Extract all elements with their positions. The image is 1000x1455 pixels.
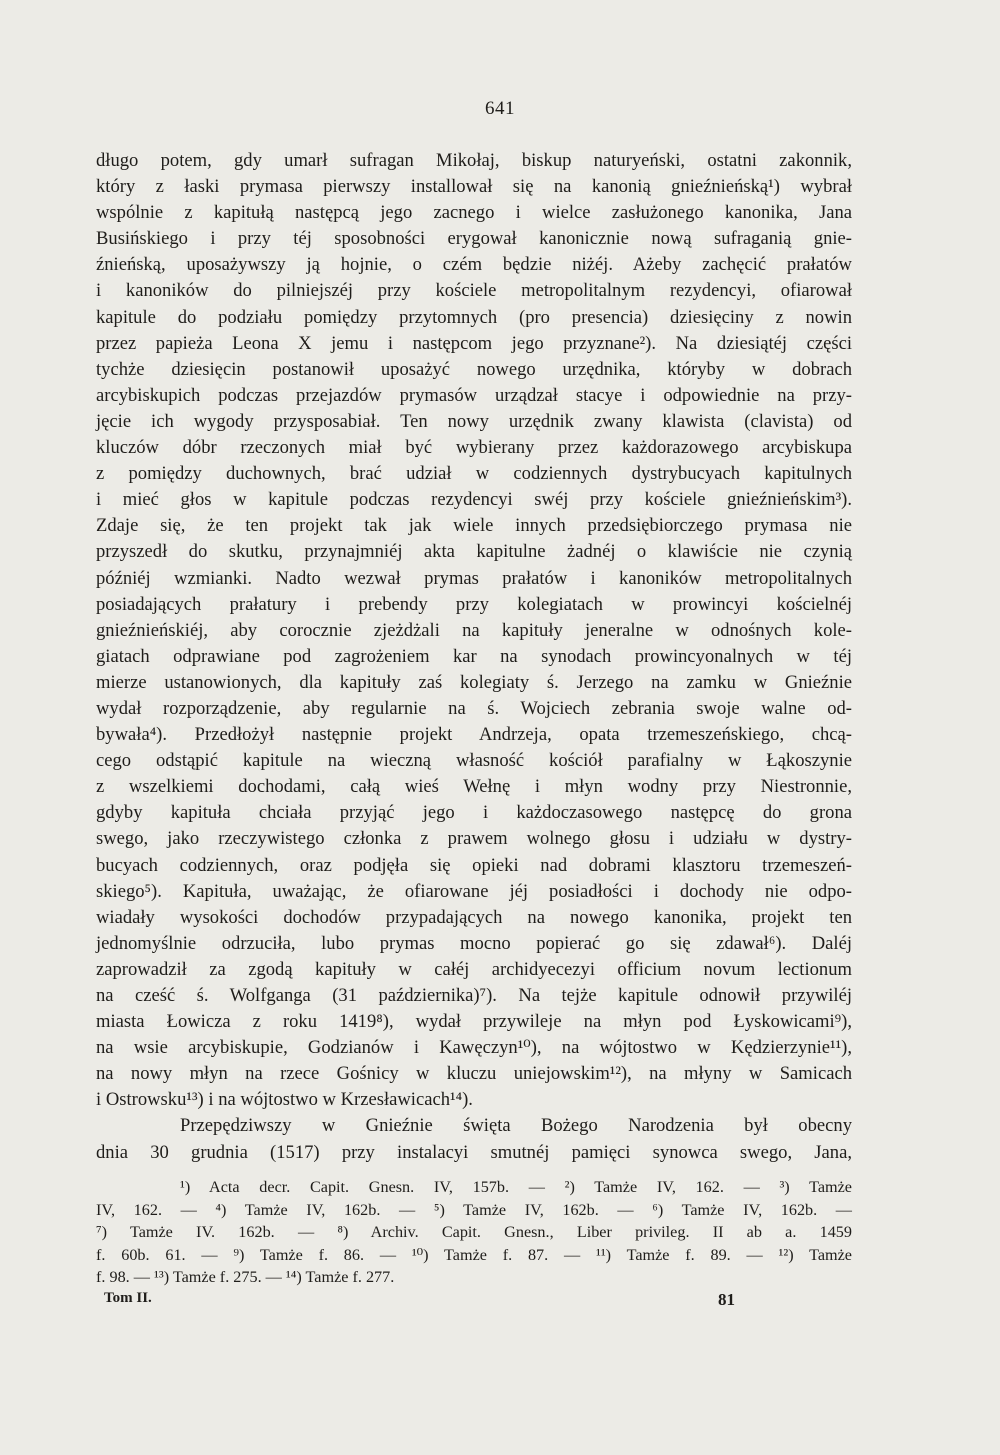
text-line: skiego⁵). Kapituła, uważając, że ofiarowane jéj posiadłości i dochody nie odpo- bbox=[96, 880, 852, 902]
text-line: wiadały wysokości dochodów przypadających na nowego kanonika, projekt ten bbox=[96, 906, 852, 928]
text-line: swego, jako rzeczywistego członka z prawem wolnego głosu i udziału w dystry- bbox=[96, 828, 852, 850]
text-line: bucyach codziennych, oraz podjęła się opieki nad dobrami klasztoru trzemeszeń- bbox=[96, 854, 852, 876]
text-line: zaprowadził za zgodą kapituły w całéj archidyecezyi officium novum lectionum bbox=[96, 958, 852, 980]
text-line: gdyby kapituła chciała przyjąć jego i każdoczasowego następcę do grona bbox=[96, 802, 852, 824]
text-line: z wszelkiemi dochodami, całą wieś Wełnę i młyn wodny przy Niestronnie, bbox=[96, 776, 852, 798]
text-line: i Ostrowsku¹³) i na wójtostwo w Krzesławicach¹⁴). bbox=[96, 1089, 473, 1111]
text-line: giatach odprawiane pod zagrożeniem kar na synodach prowincyonalnych w téj bbox=[96, 645, 852, 667]
footnote-line: f. 98. — ¹³) Tamże f. 275. — ¹⁴) Tamże f. 277. bbox=[96, 1268, 395, 1287]
footnotes bbox=[96, 1176, 852, 1289]
text-line: Busińskiego i przy téj sposobności erygował kanonicznie nową sufraganią gnie- bbox=[96, 228, 852, 250]
footnote-line: ¹) Acta decr. Capit. Gnesn. IV, 157b. — ²) Tamże IV, 162. — ³) Tamże bbox=[180, 1178, 852, 1196]
text-line: cego odstąpić kapitule na wieczną własność kościół parafialny w Łąkoszynie bbox=[96, 750, 852, 772]
text-line: jednomyślnie odrzuciła, lubo prymas mocno popierać go się zdawał⁶). Daléj bbox=[96, 932, 852, 954]
text-line: na cześć ś. Wolfganga (31 października)⁷). Na tejże kapitule odnowił przywiléj bbox=[96, 985, 852, 1006]
body-text bbox=[96, 148, 852, 1166]
text-line: posiadających prałatury i prebendy przy kolegiatach w prowincyi kościelnéj bbox=[96, 593, 852, 615]
text-line: z pomiędzy duchownych, brać udział w codziennych dystrybucyach kapitulnych bbox=[96, 463, 852, 485]
text-line: który z łaski prymasa pierwszy installował się na kanonią gnieźnieńską¹) wybrał bbox=[96, 176, 852, 198]
text-line: Zdaje się, że ten projekt tak jak wiele innych przedsiębiorczego prymasa nie bbox=[96, 515, 852, 537]
text-line: późniéj wzmianki. Nadto wezwał prymas prałatów i kanoników metropolitalnych bbox=[96, 567, 852, 589]
volume-mark: Tom II. bbox=[104, 1290, 152, 1306]
text-line: jęcie ich wygody przysposabiał. Ten nowy urzędnik zwany klawista (clavista) od bbox=[96, 410, 852, 432]
text-line: długo potem, gdy umarł sufragan Mikołaj, biskup naturyeński, ostatni zakonnik, bbox=[96, 150, 852, 171]
text-line: na nowy młyn na rzece Gośnicy w kluczu uniejowskim¹²), na młyny w Samicach bbox=[96, 1063, 852, 1085]
text-line: kluczów dóbr rzeczonych miał być wybierany przez każdorazowego arcybiskupa bbox=[96, 437, 852, 459]
page-number: 641 bbox=[485, 98, 515, 119]
text-line: Przepędziwszy w Gnieźnie święta Bożego Narodzenia był obecny bbox=[180, 1115, 852, 1137]
text-line: kapitule do podziału pomiędzy przytomnych (pro presencia) dziesięciny z nowin bbox=[96, 306, 852, 328]
text-line: gnieźnieńskiéj, aby corocznie zjeżdżali na kapituły jeneralne w odnośnych kole- bbox=[96, 619, 852, 641]
footnote-line: f. 60b. 61. — ⁹) Tamże f. 86. — ¹⁰) Tamże f. 87. — ¹¹) Tamże f. 89. — ¹²) Tamże bbox=[96, 1245, 852, 1264]
text-line: wydał rozporządzenie, aby regularnie na ś. Wojciech zebrania swoje walne od- bbox=[96, 697, 852, 719]
text-line: bywała⁴). Przedłożył następnie projekt Andrzeja, opata trzemeszeńskiego, chcą- bbox=[96, 724, 852, 746]
text-line: dnia 30 grudnia (1517) przy instalacyi smutnéj pamięci synowca swego, Jana, bbox=[96, 1141, 852, 1163]
text-line: przyszedł do skutku, przynajmniéj akta kapitulne żadnéj o klawiście nie czynią bbox=[96, 541, 852, 563]
footnote-line: IV, 162. — ⁴) Tamże IV, 162b. — ⁵) Tamże IV, 162b. — ⁶) Tamże IV, 162b. — bbox=[96, 1200, 852, 1219]
text-line: wspólnie z kapitułą następcą jego zacnego i wielce zasłużonego kanonika, Jana bbox=[96, 202, 852, 224]
text-line: przez papieża Leona X jemu i następcom jego przyznane²). Na dziesiątéj części bbox=[96, 332, 852, 354]
text-line: arcybiskupich podczas przejazdów prymasów urządzał stacye i odpowiednie na przy- bbox=[96, 384, 852, 406]
text-line: tychże dziesięcin postanowił uposażyć nowego urzędnika, któryby w dobrach bbox=[96, 358, 852, 380]
text-line: na wsie arcybiskupie, Godzianów i Kawęczyn¹⁰), na wójtostwo w Kędzierzynie¹¹), bbox=[96, 1037, 852, 1059]
text-line: i kanoników do pilniejszéj przy kościele metropolitalnym rezydencyi, ofiarował bbox=[96, 280, 852, 302]
text-line: źnieńską, uposażywszy ją hojnie, o czém będzie niżéj. Ażeby zachęcić prałatów bbox=[96, 254, 852, 276]
text-line: i mieć głos w kapitule podczas rezydencyi swéj przy kościele gnieźnieńskim³). bbox=[96, 489, 852, 511]
text-line: mierze ustanowionych, dla kapituły zaś kolegiaty ś. Jerzego na zamku w Gnieźnie bbox=[96, 671, 852, 693]
signature-number: 81 bbox=[718, 1290, 735, 1309]
text-line: miasta Łowicza z roku 1419⁸), wydał przywileje na młyn pod Łyskowicami⁹), bbox=[96, 1011, 852, 1033]
footnote-line: ⁷) Tamże IV. 162b. — ⁸) Archiv. Capit. Gnesn., Liber privileg. II ab a. 1459 bbox=[96, 1223, 852, 1242]
